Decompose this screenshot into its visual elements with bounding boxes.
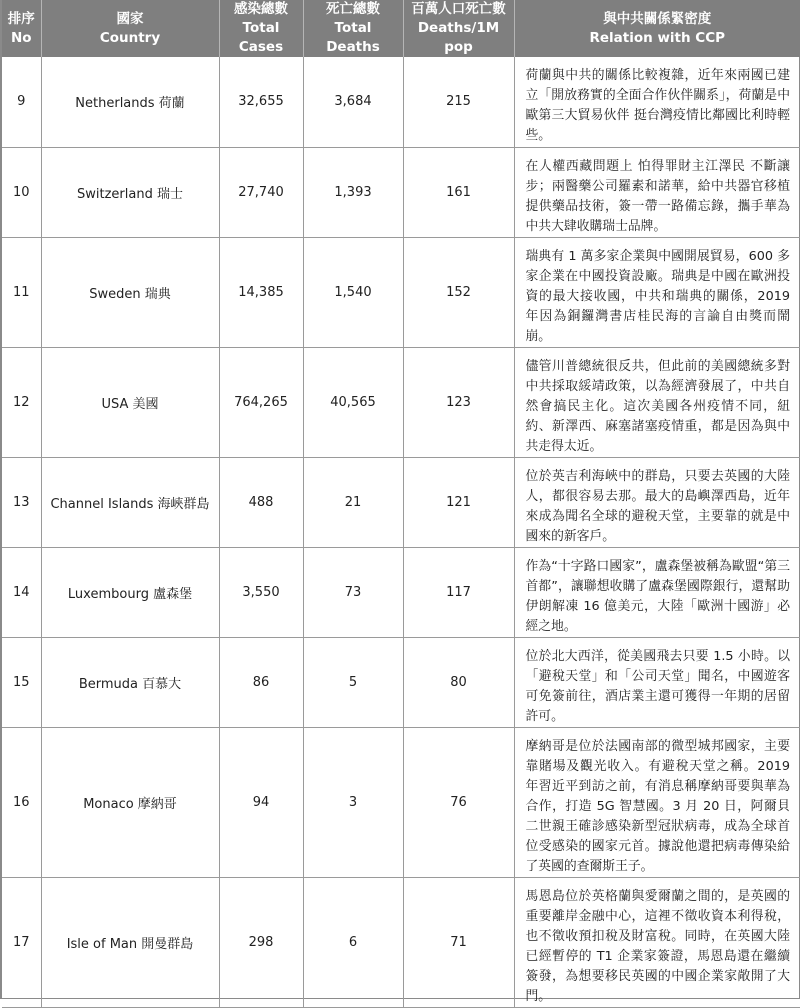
table-row: [2, 727, 800, 877]
table-row: [2, 237, 800, 347]
cell-per-million: 121: [403, 457, 514, 547]
cell-deaths: 6: [303, 877, 403, 1007]
cell-country: Channel Islands 海峽群島: [41, 457, 219, 547]
cell-relation: 在人權西藏問題上 怕得罪財主江澤民 不斷讓步；兩醫藥公司羅素和諾華，給中共器官移植提供藥品技術，簽一帶一路備忘錄，攜手華為 中共大肆收購瑞士品牌。: [514, 147, 800, 237]
cell-country: Luxembourg 盧森堡: [41, 547, 219, 637]
cell-no: 12: [2, 347, 41, 457]
header-per-million-en: Deaths/1M pop: [417, 20, 500, 55]
table-row: [2, 147, 800, 237]
cell-deaths: 5: [303, 637, 403, 727]
cell-per-million: 161: [403, 147, 514, 237]
header-country-en: Country: [99, 29, 161, 46]
header-total-deaths: [303, 0, 403, 57]
cell-cases: 94: [219, 727, 303, 877]
cell-no: 15: [2, 637, 41, 727]
cell-cases: 298: [219, 877, 303, 1007]
cell-deaths: 73: [303, 547, 403, 637]
cell-cases: 27,740: [219, 147, 303, 237]
cell-deaths: 1,540: [303, 237, 403, 347]
cell-cases: 3,550: [219, 547, 303, 637]
table-row: [2, 457, 800, 547]
header-cases-en: Total Cases: [238, 20, 284, 55]
cell-country: Bermuda 百慕大: [41, 637, 219, 727]
table-row: [2, 57, 800, 147]
cell-per-million: 71: [403, 877, 514, 1007]
cell-no: 10: [2, 147, 41, 237]
cell-per-million: 80: [403, 637, 514, 727]
cell-per-million: 152: [403, 237, 514, 347]
header-no-zh: 排序: [7, 10, 35, 27]
cell-cases: 86: [219, 637, 303, 727]
cell-deaths: 3,684: [303, 57, 403, 147]
cell-country: Monaco 摩納哥: [41, 727, 219, 877]
cell-no: 14: [2, 547, 41, 637]
cell-per-million: 76: [403, 727, 514, 877]
cell-relation: 位於北大西洋，從美國飛去只要 1.5 小時。以「避稅天堂」和「公司天堂」聞名，中國遊客可免簽前往，酒店業主還可獲得一年期的居留許可。: [514, 637, 800, 727]
cell-relation: 瑞典有 1 萬多家企業與中國開展貿易，600 多家企業在中國投資設廠。瑞典是中國在歐洲投資的最大接收國，中共和瑞典的關係，2019 年因為銅鑼灣書店桂民海的言論自由獎而鬧崩。: [514, 237, 800, 347]
header-deaths-per-million: [403, 0, 514, 57]
cell-country: Switzerland 瑞士: [41, 147, 219, 237]
header-no: [2, 0, 41, 57]
table-row: [2, 547, 800, 637]
cell-cases: 14,385: [219, 237, 303, 347]
cell-per-million: 117: [403, 547, 514, 637]
cell-relation: 荷蘭與中共的關係比較複雜，近年來兩國已建立「開放務實的全面合作伙伴關系」，荷蘭是中歐第三大貿易伙伴 挺台灣疫情比鄰國比利時輕些。: [514, 57, 800, 147]
header-country-zh: 國家: [116, 10, 144, 27]
header-deaths-en: Total Deaths: [326, 20, 380, 55]
cell-relation: 位於英吉利海峽中的群島，只要去英國的大陸人，都很容易去那。最大的島嶼澤西島，近年來成為聞名全球的避稅天堂，主要靠的就是中國來的新客戶。: [514, 457, 800, 547]
cell-cases: 764,265: [219, 347, 303, 457]
header-per-million-zh: 百萬人口死亡數: [411, 1, 506, 17]
table-body: [2, 57, 800, 1007]
header-no-en: No: [10, 29, 32, 46]
header-deaths-zh: 死亡總數: [326, 1, 380, 17]
cell-no: 13: [2, 457, 41, 547]
table-header: [2, 0, 800, 57]
cell-no: 11: [2, 237, 41, 347]
header-country: [41, 0, 219, 57]
cell-deaths: 3: [303, 727, 403, 877]
cell-cases: 32,655: [219, 57, 303, 147]
cell-deaths: 1,393: [303, 147, 403, 237]
cell-per-million: 215: [403, 57, 514, 147]
table-row: [2, 877, 800, 1007]
cell-no: 17: [2, 877, 41, 1007]
header-relation-en: Relation with CCP: [589, 29, 726, 46]
cell-no: 9: [2, 57, 41, 147]
cell-no: 16: [2, 727, 41, 877]
table-row: [2, 347, 800, 457]
cell-country: Sweden 瑞典: [41, 237, 219, 347]
cell-country: Isle of Man 開曼群島: [41, 877, 219, 1007]
cell-relation: 作為“十字路口國家”，盧森堡被稱為歐盟“第三首都”，讓聯想收購了盧森堡國際銀行，還幫助伊朗解凍 16 億美元，大陸「歐洲十國游」必經之地。: [514, 547, 800, 637]
cell-cases: 488: [219, 457, 303, 547]
cell-deaths: 40,565: [303, 347, 403, 457]
table-row: [2, 637, 800, 727]
cell-relation: 馬恩島位於英格蘭與愛爾蘭之間的，是英國的重要離岸金融中心，這裡不徵收資本利得稅，也不徵收預扣稅及財富稅。同時，在英國大陸已經暫停的 T1 企業家簽證，馬恩島還在繼續簽發，為想要移民英國的中國企業家敞開了大門。: [514, 877, 800, 1007]
cell-country: USA 美國: [41, 347, 219, 457]
cell-relation: 儘管川普總統很反共，但此前的美國總統多對中共採取綏靖政策，以為經濟發展了，中共自然會搞民主化。這次美國各州疫情不同，紐約、新澤西、麻塞諸塞疫情重，都是因為與中共走得太近。: [514, 347, 800, 457]
header-cases-zh: 感染總數: [234, 1, 288, 17]
header-row: [2, 0, 800, 57]
cell-per-million: 123: [403, 347, 514, 457]
cell-deaths: 21: [303, 457, 403, 547]
header-total-cases: [219, 0, 303, 57]
header-relation-zh: 與中共關係緊密度: [603, 10, 712, 27]
covid-ccp-relation-table: [2, 0, 800, 1008]
cell-country: Netherlands 荷蘭: [41, 57, 219, 147]
cell-relation: 摩納哥是位於法國南部的微型城邦國家，主要靠賭場及觀光收入。有避稅天堂之稱。2019 年習近平到訪之前，有消息稱摩納哥要與華為合作，打造 5G 智慧國。3 月 20 日，阿爾貝二世親王確診感染新型冠狀病毒，成為全球首位受感染的國家元首。據說他還把病毒傳染給了英國的查爾斯王子。: [514, 727, 800, 877]
header-relation: [514, 0, 800, 57]
